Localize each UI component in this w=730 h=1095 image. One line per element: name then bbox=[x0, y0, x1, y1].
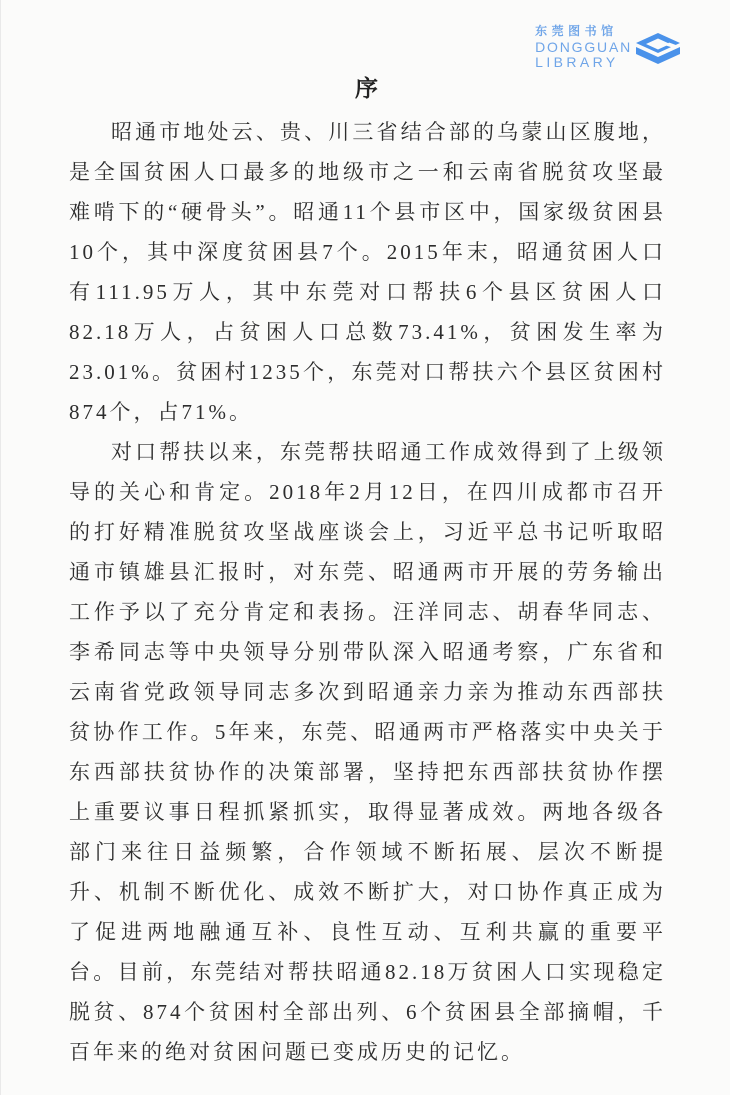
document-body bbox=[69, 112, 666, 1072]
page-title: 序 bbox=[355, 76, 380, 101]
library-logo-text bbox=[535, 24, 632, 70]
library-logo bbox=[535, 24, 680, 74]
logo-english-name-line1: DONGGUAN bbox=[535, 39, 632, 55]
logo-english-name-line2: LIBRARY bbox=[535, 54, 619, 70]
logo-chinese-name: 东莞图书馆 bbox=[535, 24, 618, 38]
paragraph-2: 对口帮扶以来，东莞帮扶昭通工作成效得到了上级领导的关心和肯定。2018年2月12日，在四川成都市召开的打好精准脱贫攻坚战座谈会上，习近平总书记听取昭通市镇雄县汇报时，对东莞、昭通两市开展的劳务输出工作予以了充分肯定和表扬。汪洋同志、胡春华同志、李希同志等中央领导分别带队深入昭通考察，广东省和云南省党政领导同志多次到昭通亲力亲为推动东西部扶贫协作工作。5年来，东莞、昭通两市严格落实中央关于东西部扶贫协作的决策部署，坚持把东西部扶贫协作摆上重要议事日程抓紧抓实，取得显著成效。两地各级各部门来往日益频繁，合作领域不断拓展、层次不断提升、机制不断优化、成效不断扩大，对口协作真正成为了促进两地融通互补、良性互动、互利共赢的重要平台。目前，东莞结对帮扶昭通82.18万贫困人口实现稳定脱贫、874个贫困村全部出列、6个贫困县全部摘帽，千百年来的绝对贫困问题已变成历史的记忆。 bbox=[69, 440, 666, 1064]
paragraph-1: 昭通市地处云、贵、川三省结合部的乌蒙山区腹地，是全国贫困人口最多的地级市之一和云南省脱贫攻坚最难啃下的“硬骨头”。昭通11个县市区中，国家级贫困县10个，其中深度贫困县7个。2015年末，昭通贫困人口有111.95万人，其中东莞对口帮扶6个县区贫困人口82.18万人，占贫困人口总数73.41%，贫困发生率为23.01%。贫困村1235个，东莞对口帮扶六个县区贫困村874个，占71%。 bbox=[69, 120, 666, 424]
stacked-books-icon bbox=[636, 32, 680, 74]
